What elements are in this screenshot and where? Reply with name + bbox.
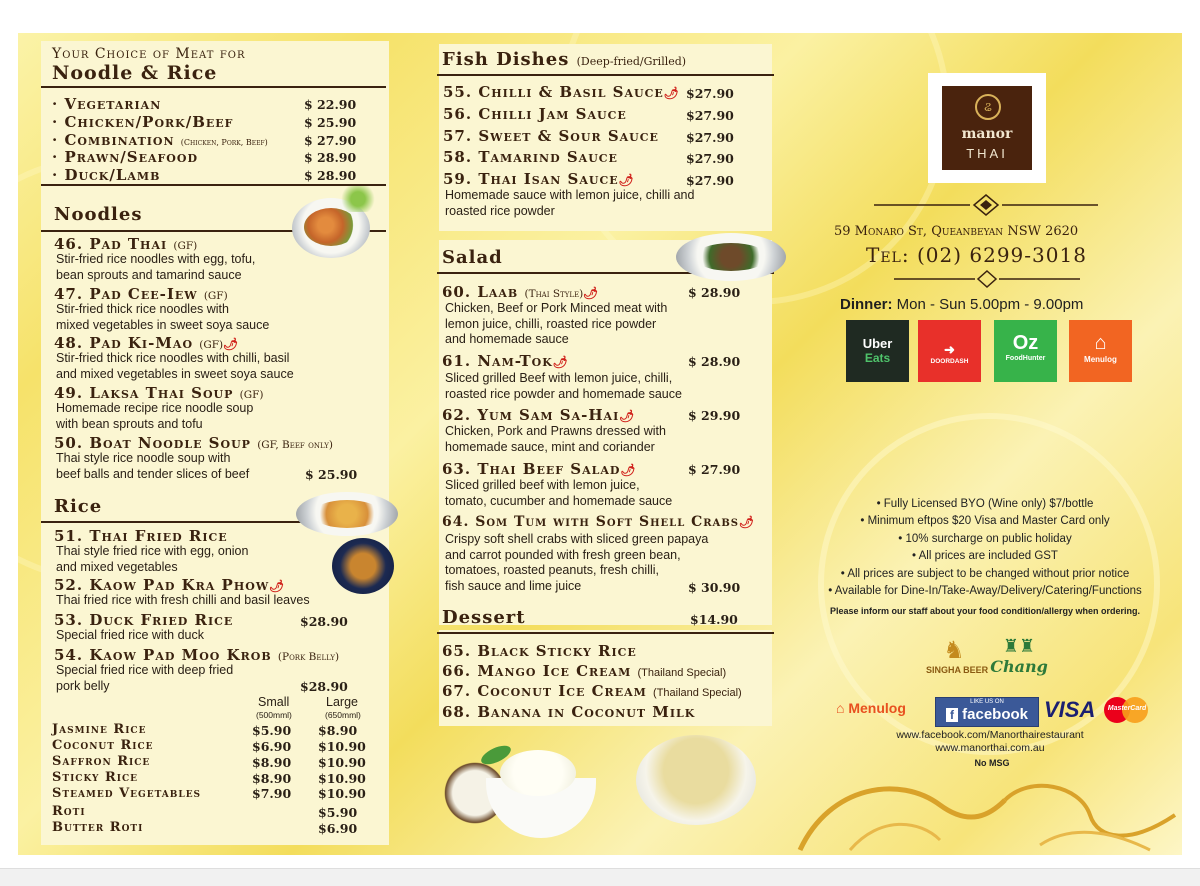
menu-item-46: 46. Pad Thai (GF) xyxy=(54,235,198,253)
ornament-divider xyxy=(890,269,1084,289)
item-desc: Chicken, Pork and Prawns dressed with homemade sauce, mint and coriander xyxy=(445,424,666,454)
chilli-icon: 🌶 xyxy=(552,355,570,369)
price-large: $10.90 xyxy=(318,755,366,770)
menulog-button[interactable]: ⌂ Menulog xyxy=(1069,320,1132,382)
item-price: $27.90 xyxy=(686,108,734,123)
item-price: $27.90 xyxy=(686,86,734,101)
price-large: $5.90 xyxy=(318,805,358,820)
singha-beer-logo: ♞ SINGHA BEER xyxy=(926,637,989,675)
list-item: · Duck/Lamb xyxy=(52,166,161,184)
note-line: • Available for Dine-In/Take-Away/Delivery/Catering/Functions xyxy=(828,585,1142,597)
item-price: $28.90 xyxy=(300,614,348,629)
item-price: $ 28.90 xyxy=(304,168,357,183)
menu-item-67: 67. Coconut Ice Cream (Thailand Special) xyxy=(442,682,742,700)
item-desc: Chicken, Beef or Pork Minced meat with lemon juice, chilli, roasted rice powder and homemade sauce xyxy=(445,301,668,346)
item-desc: Thai style rice noodle soup with beef balls and tender slices of beef xyxy=(56,451,250,481)
divider xyxy=(437,74,774,76)
price-small: $8.90 xyxy=(252,755,292,770)
menu-item-58: 58. Tamarind Sauce xyxy=(443,148,618,166)
menu-item-47: 47. Pad Cee-Iew (GF) xyxy=(54,285,228,303)
elephant-icon: ଌ xyxy=(975,94,1001,120)
menu-item-57: 57. Sweet & Sour Sauce xyxy=(443,127,659,145)
chilli-icon: 🌶 xyxy=(619,409,636,423)
menu-item-62: 62. Yum Sam Sa-Hai🌶 xyxy=(442,406,636,424)
chilli-icon: 🌶 xyxy=(618,173,635,187)
facebook-url[interactable]: www.facebook.com/Manorthairestaurant xyxy=(896,729,1084,741)
item-desc: Stir-fried rice noodles with egg, tofu, bean sprouts and tamarind sauce xyxy=(56,252,256,282)
item-desc: Crispy soft shell crabs with sliced green papaya and carrot pounded with fresh green bean, tomatoes, roasted peanuts, fresh chilli, fish sauce and lime juice xyxy=(445,532,709,593)
chang-beer-logo: ♜♜ Chang xyxy=(986,636,1052,676)
price-small: $8.90 xyxy=(252,771,292,786)
item-desc: Thai style fried rice with egg, onion and mixed vegetables xyxy=(56,544,249,574)
opening-hours: Dinner: Mon - Sun 5.00pm - 9.00pm xyxy=(840,296,1084,313)
chilli-icon: 🌶 xyxy=(739,515,756,529)
note-line: • Minimum eftpos $20 Visa and Master Card only xyxy=(860,515,1110,527)
mastercard-logo: MasterCard xyxy=(1104,697,1150,723)
list-item: · Prawn/Seafood xyxy=(52,148,199,166)
price-large: $10.90 xyxy=(318,739,366,754)
menu-item-61: 61. Nam-Tok🌶 xyxy=(442,352,570,370)
table-row: Saffron Rice xyxy=(52,754,151,769)
chilli-icon: 🌶 xyxy=(663,86,680,100)
doordash-icon: ➜ xyxy=(944,342,955,357)
menulog-icon: ⌂ xyxy=(836,700,845,716)
laab-photo xyxy=(676,233,786,281)
item-desc: Sliced grilled beef with lemon juice, tomato, cucumber and homemade sauce xyxy=(445,478,673,508)
table-row: Butter Roti xyxy=(52,820,144,835)
fried-rice-photo xyxy=(296,492,398,536)
price-small: $6.90 xyxy=(252,739,292,754)
item-desc: Special fried rice with duck xyxy=(56,628,204,642)
item-desc: Stir-fried thick rice noodles with chilli, basil and mixed vegetables in sweet soya sauce xyxy=(56,351,294,381)
menu-item-54: 54. Kaow Pad Moo Krob (Pork Belly) xyxy=(54,646,340,664)
price-small: $7.90 xyxy=(252,786,292,801)
manor-thai-logo xyxy=(928,73,1046,183)
item-price: $ 28.90 xyxy=(304,150,357,165)
size-small-label: Small xyxy=(258,695,290,709)
item-price: $ 30.90 xyxy=(688,580,741,595)
list-item: · Vegetarian xyxy=(52,95,162,113)
menu-item-64: 64. Som Tum with Soft Shell Crabs🌶 xyxy=(442,514,756,530)
doordash-button[interactable]: ➜ DOORDASH xyxy=(918,320,981,382)
price-large: $10.90 xyxy=(318,786,366,801)
table-row: Jasmine Rice xyxy=(52,722,147,737)
elephants-icon: ♜♜ xyxy=(1002,636,1036,656)
meat-choice-heading: Noodle & Rice xyxy=(52,62,218,84)
facebook-badge[interactable]: LIKE US ON f facebook xyxy=(935,697,1039,727)
size-small-sub: (500mml) xyxy=(256,710,292,720)
note-line: • Fully Licensed BYO (Wine only) $7/bottle xyxy=(876,498,1094,510)
price-large: $6.90 xyxy=(318,821,358,836)
menu-item-63: 63. Thai Beef Salad🌶 xyxy=(442,460,637,478)
item-price: $ 27.90 xyxy=(688,462,741,477)
item-price: $ 25.90 xyxy=(304,115,357,130)
size-large-label: Large xyxy=(326,695,358,709)
uber-eats-button[interactable]: Uber Eats xyxy=(846,320,909,382)
chilli-icon: 🌶 xyxy=(223,337,240,351)
item-desc: Homemade recipe rice noodle soup with bean sprouts and tofu xyxy=(56,401,254,431)
size-large-sub: (650mml) xyxy=(325,710,361,720)
note-line: • All prices are subject to be changed without prior notice xyxy=(840,568,1130,580)
item-desc: Special fried rice with deep fried pork belly xyxy=(56,663,234,693)
address: 59 Monaro St, Queanbeyan NSW 2620 xyxy=(834,224,1079,239)
allergy-note: Please inform our staff about your food condition/allergy when ordering. xyxy=(829,606,1141,616)
item-price: $ 22.90 xyxy=(304,97,357,112)
divider xyxy=(437,632,774,634)
ornament-divider xyxy=(870,193,1102,217)
price-large: $10.90 xyxy=(318,771,366,786)
table-row: Steamed Vegetables xyxy=(52,786,202,801)
menu-item-52: 52. Kaow Pad Kra Phow🌶 xyxy=(54,576,286,594)
website-url[interactable]: www.manorthai.com.au xyxy=(935,742,1045,754)
item-desc: Sliced grilled Beef with lemon juice, chilli, roasted rice powder and homemade sauce xyxy=(445,371,682,401)
menulog-icon: ⌂ xyxy=(1094,332,1107,354)
bottom-strip xyxy=(0,868,1200,886)
noodles-heading: Noodles xyxy=(54,204,143,225)
gold-flourish xyxy=(790,745,1182,855)
note-line: • All prices are included GST xyxy=(912,550,1058,562)
item-price: $ 25.90 xyxy=(305,467,358,482)
meat-choice-subheading: Your Choice of Meat for xyxy=(52,46,246,62)
chilli-icon: 🌶 xyxy=(583,286,600,300)
fish-heading: Fish Dishes (Deep-fried/Grilled) xyxy=(442,49,687,70)
item-price: $ 29.90 xyxy=(688,408,741,423)
item-price: $ 28.90 xyxy=(688,354,741,369)
divider xyxy=(41,86,386,88)
item-price: $ 27.90 xyxy=(304,133,357,148)
menu-item-59: 59. Thai Isan Sauce🌶 xyxy=(443,170,635,188)
item-price: $27.90 xyxy=(686,173,734,188)
banana-dessert-photo xyxy=(636,735,756,825)
facebook-icon: f xyxy=(946,708,958,722)
salad-heading: Salad xyxy=(442,247,503,268)
menu-item-56: 56. Chilli Jam Sauce xyxy=(443,105,627,123)
item-price: $ 28.90 xyxy=(688,285,741,300)
price-small: $5.90 xyxy=(252,723,292,738)
foodhunter-button[interactable]: Oz FoodHunter xyxy=(994,320,1057,382)
menu-item-48: 48. Pad Ki-Mao (GF)🌶 xyxy=(54,334,240,352)
menu-item-53: 53. Duck Fried Rice xyxy=(54,611,234,629)
divider xyxy=(41,184,386,186)
menu-item-49: 49. Laksa Thai Soup (GF) xyxy=(54,384,264,402)
menu-item-55: 55. Chilli & Basil Sauce🌶 xyxy=(443,83,680,101)
menu-item-51: 51. Thai Fried Rice xyxy=(54,527,228,545)
table-row: Sticky Rice xyxy=(52,770,139,785)
rice-heading: Rice xyxy=(54,496,103,517)
dessert-heading: Dessert xyxy=(442,607,526,628)
logo-text-bottom: THAI xyxy=(966,146,1008,161)
oz-icon: Oz xyxy=(1012,332,1039,354)
chilli-icon: 🌶 xyxy=(269,579,286,593)
logo-text-top: manor xyxy=(961,126,1013,142)
chilli-icon: 🌶 xyxy=(620,463,637,477)
item-price: $27.90 xyxy=(686,151,734,166)
menu-item-66: 66. Mango Ice Cream (Thailand Special) xyxy=(442,662,727,680)
garnish-decor xyxy=(338,186,378,212)
item-price: $27.90 xyxy=(686,130,734,145)
no-msg: No MSG xyxy=(974,758,1010,768)
menu-item-60: 60. Laab (Thai Style)🌶 xyxy=(442,283,600,301)
list-item: · Chicken/Pork/Beef xyxy=(52,113,234,131)
item-price: $28.90 xyxy=(300,679,348,694)
item-desc: Thai fried rice with fresh chilli and basil leaves xyxy=(56,593,310,607)
table-row: Roti xyxy=(52,804,86,819)
item-desc: Stir-fried thick rice noodles with mixed vegetables in sweet soya sauce xyxy=(56,302,270,332)
visa-logo: VISA xyxy=(1044,697,1096,722)
dessert-price: $14.90 xyxy=(690,612,738,627)
menu-item-50: 50. Boat Noodle Soup (GF, Beef only) xyxy=(54,434,333,452)
table-row: Coconut Rice xyxy=(52,738,154,753)
price-large: $8.90 xyxy=(318,723,358,738)
phone: Tel: (02) 6299-3018 xyxy=(866,243,1087,267)
menu-item-65: 65. Black Sticky Rice xyxy=(442,642,637,660)
menu-item-68: 68. Banana in Coconut Milk xyxy=(442,703,696,721)
item-desc: Homemade sauce with lemon juice, chilli and roasted rice powder xyxy=(445,188,695,218)
list-item: · Combination (Chicken, Pork, Beef) xyxy=(52,131,268,149)
ice-cream-photo xyxy=(440,740,630,845)
menulog-logo: ⌂ Menulog xyxy=(836,700,906,716)
kra-phow-photo xyxy=(332,538,394,594)
note-line: • 10% surcharge on public holiday xyxy=(898,533,1072,545)
lion-icon: ♞ xyxy=(943,637,965,664)
